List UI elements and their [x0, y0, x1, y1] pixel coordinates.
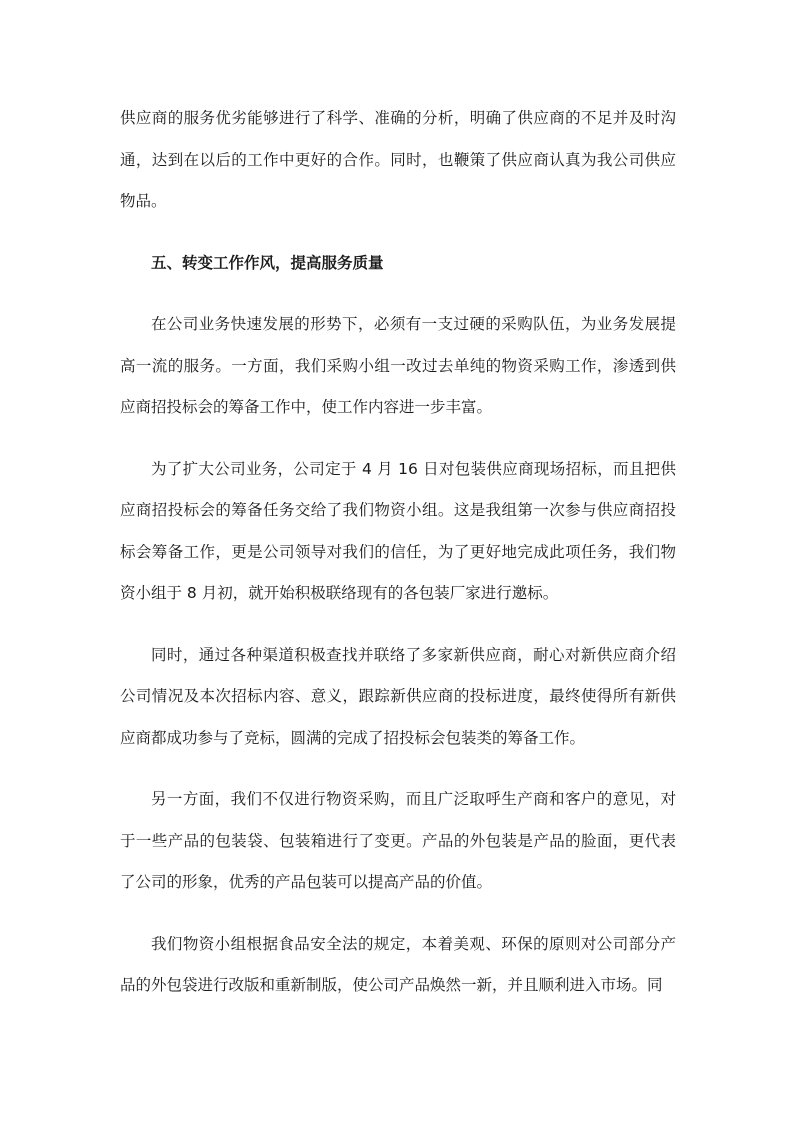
document-body [120, 98, 676, 1027]
paragraph-food-safety-redesign: 我们物资小组根据食品安全法的规定，本着美观、环保的原则对公司部分产品的外包袋进行改版和重新制版，使公司产品焕然一新，并且顺利进入市场。同 [120, 934, 676, 994]
paragraph-new-suppliers: 同时，通过各种渠道积极查找并联络了多家新供应商，耐心对新供应商介绍公司情况及本次招标内容、意义，跟踪新供应商的投标进度，最终使得所有新供应商都成功参与了竞标，圆满的完成了招投标会包装类的筹备工作。 [120, 645, 676, 747]
paragraph-packaging-changes: 另一方面，我们不仅进行物资采购，而且广泛取呼生产商和客户的意见，对于一些产品的包装袋、包装箱进行了变更。产品的外包装是产品的脸面，更代表了公司的形象，优秀的产品包装可以提高产品的价值。 [120, 790, 676, 891]
paragraph-procurement-team: 在公司业务快速发展的形势下，必须有一支过硬的采购队伍，为业务发展提高一流的服务。一方面，我们采购小组一改过去单纯的物资采购工作，渗透到供应商招投标会的筹备工作中，使工作内容进一步丰富。 [120, 315, 676, 416]
section-heading-five: 五、转变工作作风，提高服务质量 [151, 253, 384, 272]
paragraph-bidding-preparation: 为了扩大公司业务，公司定于 4 月 16 日对包装供应商现场招标，而且把供应商招投标会的筹备任务交给了我们物资小组。这是我组第一次参与供应商招投标会筹备工作，更是公司领导对我们的信任，为了更好地完成此项任务，我们物资小组于 8 月初，就开始积极联络现有的各包装厂家进行邀标。 [120, 459, 676, 602]
paragraph-supplier-evaluation: 供应商的服务优劣能够进行了科学、准确的分析，明确了供应商的不足并及时沟通，达到在以后的工作中更好的合作。同时，也鞭策了供应商认真为我公司供应物品。 [120, 109, 676, 210]
